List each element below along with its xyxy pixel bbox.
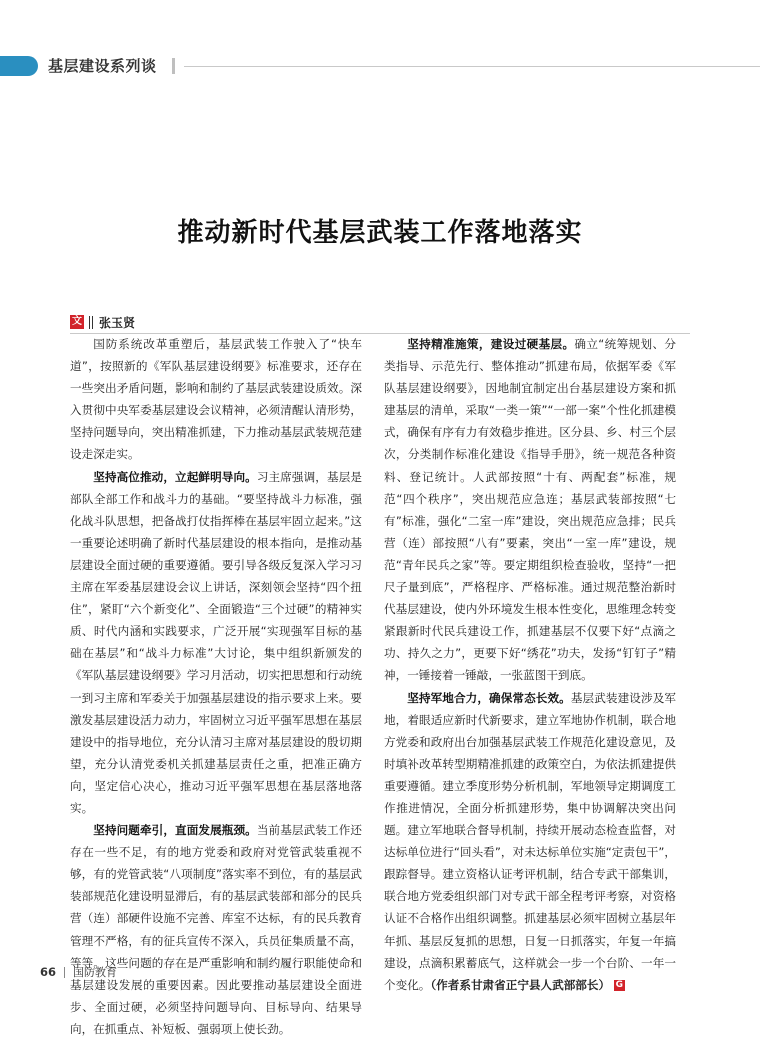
header-rule xyxy=(184,66,760,67)
header-accent-bar xyxy=(0,56,38,76)
paragraph xyxy=(70,466,362,820)
footer-divider xyxy=(64,967,65,978)
paragraph-text: 习主席强调，基层是部队全部工作和战斗力的基础。“要坚持战斗力标准，强化战斗队思想，把备战打仗指挥棒在基层牢固立起来。”这一重要论述明确了新时代基层建设的根本指向，是推动基层建设全面过硬的重要遵循。要引导各级反复深入学习习主席在军委基层建设会议上讲话，深刻领会坚持“四个扭住”，紧盯“六个新变化”、全面锻造“三个过硬”的精神实质、时代内涵和实践要求，广泛开展“实现强军目标的基础在基层”和“战斗力标准”大讨论，集中组织新颁发的《军队基层建设纲要》学习月活动，切实把思想和行动统一到习主席和军委关于加强基层建设的指示要求上来。要激发基层建设活力动力，牢固树立习近平强军思想在基层建设中的指导地位，充分认清习主席对基层建设的殷切期望，充分认清党委机关抓建基层责任之重，把准正确方向，坚定信心决心，推动习近平强军思想在基层落地落实。 xyxy=(70,469,362,815)
article-title: 推动新时代基层武装工作落地落实 xyxy=(177,218,583,249)
section-divider xyxy=(172,58,175,74)
byline xyxy=(70,314,135,330)
paragraph-text: 当前基层武装工作还存在一些不足，有的地方党委和政府对党管武装重视不够，有的党管武装“八项制度”落实率不到位，有的基层武装部规范化建设明显滞后，有的基层武装部和部分的民兵营（连）部硬件设施不完善、库室不达标，有的民兵教育管理不严格，有的征兵宣传不深入，兵员征集质量不高，等等。这些问题的存在是严重影响和制约履行职能使命和基层建设发展的重要因素。因此要推动基层建设全面进步、全面过硬，必须坚持问题导向、目标导向、结果导向，在抓重点、补短板、强弱项上使长劲。 xyxy=(70,823,362,1036)
page-footer xyxy=(40,964,117,980)
article-column-left xyxy=(70,333,362,1040)
paragraph-text: 基层武装建设涉及军地，着眼适应新时代新要求，建立军地协作机制，联合地方党委和政府出台加强基层武装工作规范化建设意见，及时填补改革转型期精准抓建的政策空白，为依法抓建提供重要遵循。建立季度形势分析机制，军地领导定期调度工作推进情况，全面分析抓建形势，集中协调解决突出问题。建立军地联合督导机制，持续开展动态检查监督，对达标单位进行“回头看”，对未达标单位实施“定责包干”，跟踪督导。建立资格认证考评机制，结合专武干部集训，联合地方党委组织部门对专武干部全程考评考察，对资格认证不合格作出组织调整。抓建基层必须牢固树立基层年年抓、基层反复抓的思想，日复一日抓落实，年复一年搞建设，点滴积累蓄底气，这样就会一步一个台阶、一年一个变化。 xyxy=(384,690,676,992)
article-column-right xyxy=(384,333,676,996)
page-number: 66 xyxy=(40,965,57,979)
paragraph xyxy=(70,333,362,466)
paragraph xyxy=(384,687,676,996)
end-mark-icon: G xyxy=(615,979,623,990)
section-label: 基层建设系列谈 xyxy=(48,57,157,75)
paragraph-text: 确立“统筹规划、分类指导、示范先行、整体推动”抓建布局，依据军委《军队基层建设纲要》，因地制宜制定出台基层建设方案和抓建基层的清单，采取“一类一策”“一部一案”个性化抓建模式，确保有序有力有效稳步推进。区分县、乡、村三个层次，分类制作标准化建设《指导手册》，统一规范各种资料、登记统计。人武部按照“十有、两配套”标准，规范“四个秩序”，突出规范应急连；基层武装部按照“七有”标准，强化“二室一库”建设，突出规范应急排；民兵营（连）部按照“八有”要素，突出“一室一库”建设，规范“青年民兵之家”等。要定期组织检查验收，坚持“一把尺子量到底”，严格程序、严格标准。通过规范整治新时代基层建设，使内外环境发生根本性变化，思维理念转变紧跟新时代民兵建设工作，抓建基层不仅要下好“点滴之功、持久之力”，更要下好“绣花”功夫，发扬“钉钉子”精神，一锤接着一锤敲，一张蓝图干到底。 xyxy=(384,337,676,683)
author-name: 张玉贤 xyxy=(99,315,136,330)
paragraph-text: 国防系统改革重塑后，基层武装工作驶入了“快车道”，按照新的《军队基层建设纲要》标准要求，还存在一些突出矛盾问题，影响和制约了基层武装建设质效。深入贯彻中央军委基层建设会议精神，必须清醒认清形势，坚持问题导向，突出精准抓建，下力推动基层武装规范建设走深走实。 xyxy=(70,337,362,462)
paragraph-lead: 坚持精准施策，建设过硬基层。 xyxy=(407,337,575,351)
paragraph-lead: 坚持军地合力，确保常态长效。 xyxy=(407,690,571,705)
text-badge-icon: 文 xyxy=(72,316,82,327)
paragraph-lead: 坚持高位推动，立起鲜明导向。 xyxy=(93,469,257,484)
paragraph-lead: 坚持问题牵引，直面发展瓶颈。 xyxy=(93,823,257,838)
author-note: （作者系甘肃省正宁县人武部部长） xyxy=(430,977,611,992)
publication-name: 国防教育 xyxy=(73,966,118,979)
byline-divider xyxy=(89,316,93,329)
paragraph xyxy=(384,333,676,687)
